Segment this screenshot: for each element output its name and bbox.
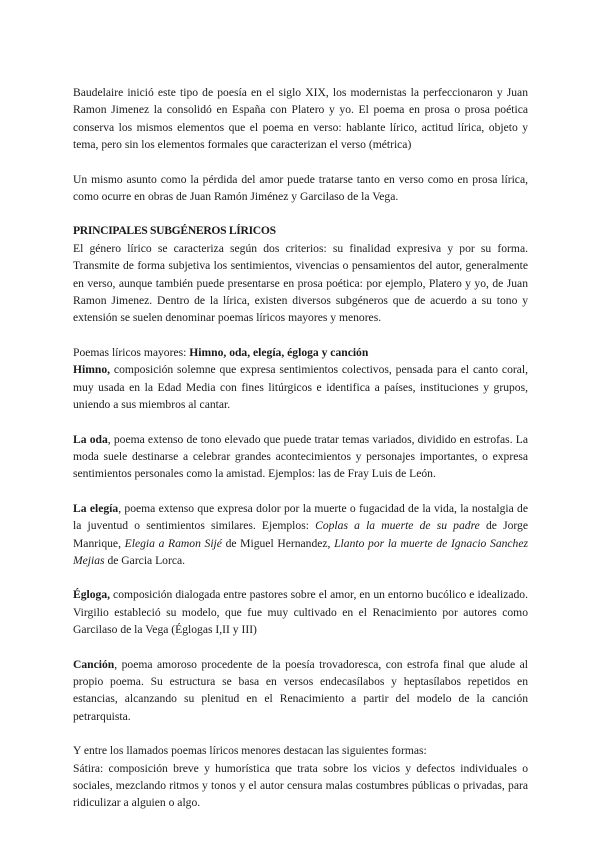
cancion-text: , poema amoroso procedente de la poesía trovadoresca, con estrofa final que alude al propio poema. Su estructura se basa en versos endecasílabos y heptasílabos repetidos en estancias, alcanzando su plenitud en el Renacimiento a partir del modelo de la canción petrarquista.	[73, 657, 528, 723]
paragraph-poemas-mayores	[73, 344, 528, 361]
paragraph-mismo-asunto: Un mismo asunto como la pérdida del amor puede tratarse tanto en verso como en prosa lírica, como ocurre en obras de Juan Ramón Jiménez y Garcilaso de la Vega.	[73, 172, 528, 204]
oda-text: , poema extenso de tono elevado que puede tratar temas variados, dividido en estrofas. La moda suele destinarse a celebrar grandes acontecimientos y personajes importantes, o expresa sentimientos personales como la amistad. Ejemplos: las de Fray Luis de León.	[73, 432, 528, 481]
elegia-work-3: Llanto por la muerte de Ignacio Sanchez Mejias	[73, 536, 529, 567]
mayores-list: Himno, oda, elegía, égloga y canción	[189, 345, 369, 359]
egloga-text: composición dialogada entre pastores sobre el amor, en un entorno bucólico e idealizado. Virgilio estableció su modelo, que fue muy cultivado en el Renacimiento por autores como Garcilaso de la Vega (Églogas I,II y III)	[73, 588, 528, 637]
himno-text: composición solemne que expresa sentimientos colectivos, pensada para el canto coral, muy usada en la Edad Media con fines litúrgicos e identifica a países, instituciones y grupos, uniendo a sus miembros al cantar.	[73, 363, 528, 412]
paragraph-egloga	[73, 586, 528, 638]
himno-term: Himno,	[73, 363, 111, 377]
mayores-intro: Poemas líricos mayores:	[73, 345, 190, 359]
elegia-work-2: Elegia a Ramon Sijé	[124, 536, 222, 550]
elegia-text-1: , poema extenso que expresa dolor por la muerte o fugacidad de la vida, la nostalgia de la juventud o sentimientos similares. Ejemplos:	[73, 501, 528, 533]
paragraph-poema-en-prosa: Baudelaire inició este tipo de poesía en el siglo XIX, los modernistas la perfeccionaron y Juan Ramon Jimenez la consolidó en España con Platero y yo. El poema en prosa o prosa poética conserva los mismos elementos que el poema en verso: hablante lírico, actitud lírica, objeto y tema, pero sin los elementos formales que caracterizan el verso (métrica)	[73, 86, 528, 152]
elegia-term: La elegía	[73, 501, 119, 515]
elegia-work-1: Coplas a la muerte de su padre	[315, 519, 480, 533]
paragraph-oda	[73, 431, 528, 483]
paragraph-genero-lirico: El género lírico se caracteriza según dos criterios: su finalidad expresiva y por su forma. Transmite de forma subjetiva los sentimientos, vivencias o pensamientos del autor, generalmente en verso, aunque también puede presentarse en prosa poética: por ejemplo, Platero y yo, de Juan Ramon Jimenez. Dentro de la lírica, existen diversos subgéneros que de acuerdo a su tono y extensión se suelen denominar poemas líricos mayores y menores.	[73, 241, 528, 325]
section-heading: PRINCIPALES SUBGÉNEROS LÍRICOS	[73, 224, 276, 238]
elegia-text-3: de Miguel Hernandez,	[221, 536, 335, 550]
elegia-text-4: de Garcia Lorca.	[104, 553, 186, 567]
paragraph-satira: Sátira: composición breve y humorística que trata sobre los vicios y defectos individuales o sociales, mezclando ritmos y tonos y el autor censura malas costumbres públicas o privadas, para ridiculizar a alguien o algo.	[73, 761, 528, 810]
paragraph-cancion	[73, 656, 528, 726]
paragraph-poemas-menores: Y entre los llamados poemas líricos menores destacan las siguientes formas:	[73, 744, 427, 758]
cancion-term: Canción	[73, 657, 115, 671]
egloga-term: Égloga,	[73, 588, 111, 602]
document-page	[73, 84, 528, 812]
paragraph-elegia	[73, 500, 528, 570]
elegia-text-2: de Jorge Manrique,	[73, 519, 528, 550]
oda-term: La oda	[73, 432, 108, 446]
paragraph-himno	[73, 361, 528, 413]
